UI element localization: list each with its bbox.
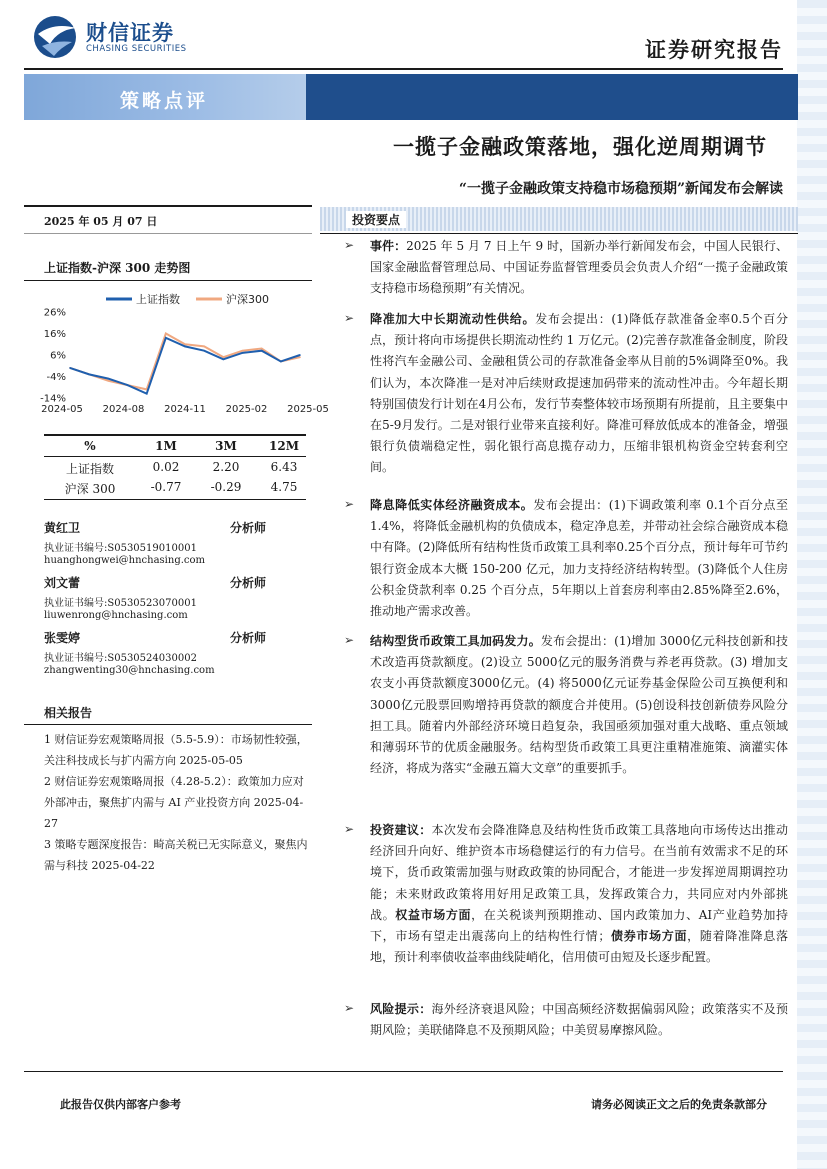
related-reports-title: 相关报告 bbox=[44, 706, 93, 720]
x-tick-label: 2024-08 bbox=[102, 404, 145, 415]
key-point-lead: 投资建议： bbox=[370, 823, 432, 837]
series-point bbox=[203, 346, 205, 348]
key-point-rate-cut bbox=[370, 495, 788, 622]
arrow-bullet-icon: ➢ bbox=[344, 497, 355, 511]
report-date: 2025 年 05 月 07 日 bbox=[44, 215, 158, 228]
key-point-text: ，在关税谈判预期推动、国内政策加力、AI产业趋势加持下，市场有望走出震荡向上的结构性行情； bbox=[370, 907, 788, 944]
logo-cn-text: 财信证券 bbox=[86, 21, 174, 45]
banner-label: 策略点评 bbox=[120, 90, 209, 112]
header-rule bbox=[24, 68, 783, 70]
analyst-role: 分析师 bbox=[230, 576, 267, 590]
x-tick-label: 2024-05 bbox=[41, 404, 83, 415]
key-point-structural-tools bbox=[370, 631, 788, 779]
report-subtitle: “一揽子金融政策支持稳市场稳预期”新闻发布会解读 bbox=[458, 181, 783, 197]
arrow-bullet-icon: ➢ bbox=[344, 311, 355, 325]
analyst-role: 分析师 bbox=[230, 631, 267, 645]
perf-table-header-rule bbox=[44, 456, 306, 457]
report-type: 证券研究报告 bbox=[645, 37, 783, 62]
legend-label: 沪深300 bbox=[226, 293, 269, 306]
perf-cell: 2.20 bbox=[212, 460, 240, 474]
perf-header-cell: 3M bbox=[215, 439, 237, 453]
y-tick-label: -4% bbox=[46, 372, 66, 383]
key-point-text: 海外经济衰退风险；中国高频经济数据偏弱风险；政策落实不及预期风险；美联储降息不及预期风险；中美贸易摩擦风险。 bbox=[370, 1002, 788, 1038]
x-tick-label: 2024-11 bbox=[164, 404, 206, 415]
series-point bbox=[165, 333, 167, 335]
key-point-investment-advice bbox=[370, 820, 788, 968]
arrow-bullet-icon: ➢ bbox=[344, 1001, 355, 1015]
key-points-title: 投资要点 bbox=[346, 211, 406, 228]
key-point-text: 发布会提出：(1)下调政策利率 0.1个百分点至1.4%，将降低金融机构的负债成本，稳定净息差，并带动社会综合融资成本稳中有降。(2)降低所有结构性货币政策工具利率0.25个百分点，预计每年可节约银行资金成本大概 150-200 亿元，加力支持经济结构转型。(3)降低个人住房公积金贷款利率 0.25 个百分点，5年期以上首套房利率由2.85%降至2.6%，推动地产需求改善。 bbox=[370, 498, 788, 619]
legend-label: 上证指数 bbox=[136, 293, 180, 306]
footer-right-note: 请务必阅读正文之后的免责条款部分 bbox=[591, 1098, 767, 1111]
chart-lines bbox=[69, 333, 301, 395]
series-point bbox=[165, 337, 167, 339]
analyst-email[interactable]: liuwenrong@hnchasing.com bbox=[44, 610, 188, 621]
key-point-lead: 事件： bbox=[370, 239, 407, 253]
key-point-risk bbox=[370, 999, 788, 1041]
series-point bbox=[261, 350, 263, 352]
y-tick-label: -14% bbox=[40, 393, 66, 405]
perf-cell: 沪深 300 bbox=[64, 482, 116, 496]
x-tick-label: 2025-02 bbox=[225, 404, 268, 415]
arrow-bullet-icon: ➢ bbox=[344, 633, 355, 647]
perf-cell: -0.29 bbox=[210, 480, 242, 494]
key-points-rule bbox=[320, 233, 798, 234]
series-point bbox=[108, 378, 110, 380]
arrow-bullet-icon: ➢ bbox=[344, 238, 355, 252]
perf-cell: 6.43 bbox=[270, 460, 298, 474]
category-banner bbox=[24, 74, 798, 120]
perf-table-bottom-rule bbox=[44, 499, 306, 500]
related-report-link[interactable]: 2 财信证券宏观策略周报（4.28-5.2）：政策加力应对外部冲击，聚焦扩内需与 AI 产业投资方向 2025-04-27 bbox=[44, 775, 304, 830]
analyst-name: 黄红卫 bbox=[44, 521, 81, 535]
x-tick-label: 2025-05 bbox=[287, 404, 329, 415]
series-point bbox=[280, 361, 282, 363]
footer-left-note: 此报告仅供内部客户参考 bbox=[60, 1098, 181, 1111]
key-point-lead: 结构型货币政策工具加码发力。 bbox=[370, 634, 541, 648]
table-row bbox=[44, 460, 306, 480]
key-point-text: 本次发布会降准降息及结构性货币政策工具落地向市场传达出推动经济回升向好、维护资本市场稳健运行的有力信号。在当前有效需求不足的环境下，货币政策需加强与财政政策的协同配合，才能进一步发挥逆周期调控功能；未来财政政策将用好用足政策工具，发挥政策合力，共同应对内外部挑战。 bbox=[370, 823, 788, 922]
perf-cell: 4.75 bbox=[270, 480, 298, 494]
key-point-text: ，随着降准降息落地，预计利率债收益率曲线陡峭化，信用债可由短及长逐步配置。 bbox=[370, 929, 788, 965]
y-tick-label: 26% bbox=[43, 307, 66, 319]
perf-cell: 上证指数 bbox=[65, 462, 114, 476]
series-line bbox=[70, 334, 300, 390]
side-stripe bbox=[797, 0, 827, 1169]
series-point bbox=[184, 346, 186, 348]
analyst-email[interactable]: huanghongwei@hnchasing.com bbox=[44, 555, 206, 566]
key-point-lead: 降准加大中长期流动性供给。 bbox=[370, 312, 536, 326]
chart-legend bbox=[106, 292, 269, 306]
series-point bbox=[223, 359, 225, 361]
chart-title-rule bbox=[24, 280, 312, 281]
key-point-lead: 权益市场方面 bbox=[395, 907, 472, 922]
key-point-event bbox=[370, 236, 788, 300]
related-report-link[interactable]: 3 策略专题深度报告：畸高关税已无实际意义，聚焦内需与科技 2025-04-22 bbox=[44, 838, 308, 872]
analyst-role: 分析师 bbox=[230, 521, 267, 535]
chart-title: 上证指数-沪深 300 走势图 bbox=[44, 261, 191, 275]
key-point-lead: 降息降低实体经济融资成本。 bbox=[370, 498, 534, 512]
logo-emblem-icon bbox=[32, 14, 80, 60]
series-point bbox=[146, 393, 148, 395]
perf-table-top-rule bbox=[44, 434, 306, 436]
series-point bbox=[242, 350, 244, 352]
series-point bbox=[223, 356, 225, 358]
footer-rule bbox=[24, 1071, 783, 1072]
key-point-lead: 风险提示： bbox=[370, 1002, 432, 1016]
series-point bbox=[299, 354, 301, 356]
series-point bbox=[261, 348, 263, 350]
key-point-rrr-cut bbox=[370, 309, 788, 479]
arrow-bullet-icon: ➢ bbox=[344, 822, 355, 836]
date-bottom-rule bbox=[24, 233, 312, 234]
series-point bbox=[69, 367, 71, 369]
analyst-cert: 执业证书编号:S0530524030002 bbox=[44, 653, 197, 664]
series-point bbox=[88, 374, 90, 376]
series-point bbox=[299, 356, 301, 358]
report-title: 一揽子金融政策落地，强化逆周期调节 bbox=[393, 134, 767, 159]
key-point-text: 2025 年 5 月 7 日上午 9 时，国新办举行新闻发布会，中国人民银行、国家金融监督管理总局、中国证券监督管理委员会负责人介绍“一揽子金融政策支持稳市场稳预期”有关情况。 bbox=[370, 239, 788, 296]
perf-cell: 0.02 bbox=[152, 460, 180, 474]
table-row bbox=[44, 480, 306, 500]
perf-header-cell: % bbox=[84, 439, 96, 453]
series-point bbox=[127, 384, 129, 386]
series-point bbox=[184, 343, 186, 345]
analyst-name: 张雯婷 bbox=[44, 631, 81, 645]
date-top-rule bbox=[24, 205, 312, 207]
trend-chart bbox=[30, 282, 329, 422]
company-logo bbox=[32, 14, 222, 60]
logo-en-text: CHASING SECURITIES bbox=[86, 44, 187, 54]
y-tick-label: 6% bbox=[50, 350, 66, 362]
series-point bbox=[242, 352, 244, 354]
series-point bbox=[203, 350, 205, 352]
perf-cell: -0.77 bbox=[150, 480, 182, 494]
related-report-link[interactable]: 1 财信证券宏观策略周报（5.5-5.9）：市场韧性较强，关注科技成长与扩内需方向 2025-05-05 bbox=[44, 733, 308, 767]
perf-header-cell: 12M bbox=[269, 439, 299, 453]
analyst-cert: 执业证书编号:S0530519010001 bbox=[44, 543, 197, 554]
related-reports-rule bbox=[24, 724, 312, 725]
key-point-lead: 债券市场方面 bbox=[610, 929, 688, 944]
key-point-text: 发布会提出：(1)增加 3000亿元科技创新和技术改造再贷款额度。(2)设立 5000亿元的服务消费与养老再贷款。(3) 增加支农支小再贷款额度3000亿元。(4) 将5000亿元证券基金保险公司互换便利和3000亿元股票回购增持再贷款的额度合并使用。(5)创设科技创新债券风险分担工具。随着内外部经济环境日趋复杂，我国亟须加强对重大战略、重点领域和薄弱环节的优质金融服务。结构型货币政策工具更注重精准施策、滴灌实体经济，将成为落实“金融五篇大文章”的重要抓手。 bbox=[370, 634, 788, 776]
perf-header-cell: 1M bbox=[155, 439, 177, 453]
key-point-text: 发布会提出：(1)降低存款准备金率0.5个百分点，预计将向市场提供长期流动性约 1 万亿元。(2)完善存款准备金制度，阶段性将汽车金融公司、金融租赁公司的存款准备金率从目前的5%调降至0%。我们认为，本次降准一是对冲后续财政提速加码带来的流动性冲击。今年超长期特别国债发行计划在4月公布，发行节奏整体较市场预期有所提前，且主要集中在5-9月发行。二是对银行业带来直接利好。降准可释放低成本的准备金，增强银行负债端稳定性，弱化银行高息揽存动力，压缩非银机构资金空转套利空间。 bbox=[370, 312, 788, 475]
y-tick-label: 16% bbox=[43, 329, 66, 340]
series-point bbox=[108, 380, 110, 382]
analyst-email[interactable]: zhangwenting30@hnchasing.com bbox=[44, 665, 215, 676]
analyst-cert: 执业证书编号:S0530523070001 bbox=[44, 598, 197, 609]
analyst-name: 刘文蕾 bbox=[44, 576, 81, 590]
